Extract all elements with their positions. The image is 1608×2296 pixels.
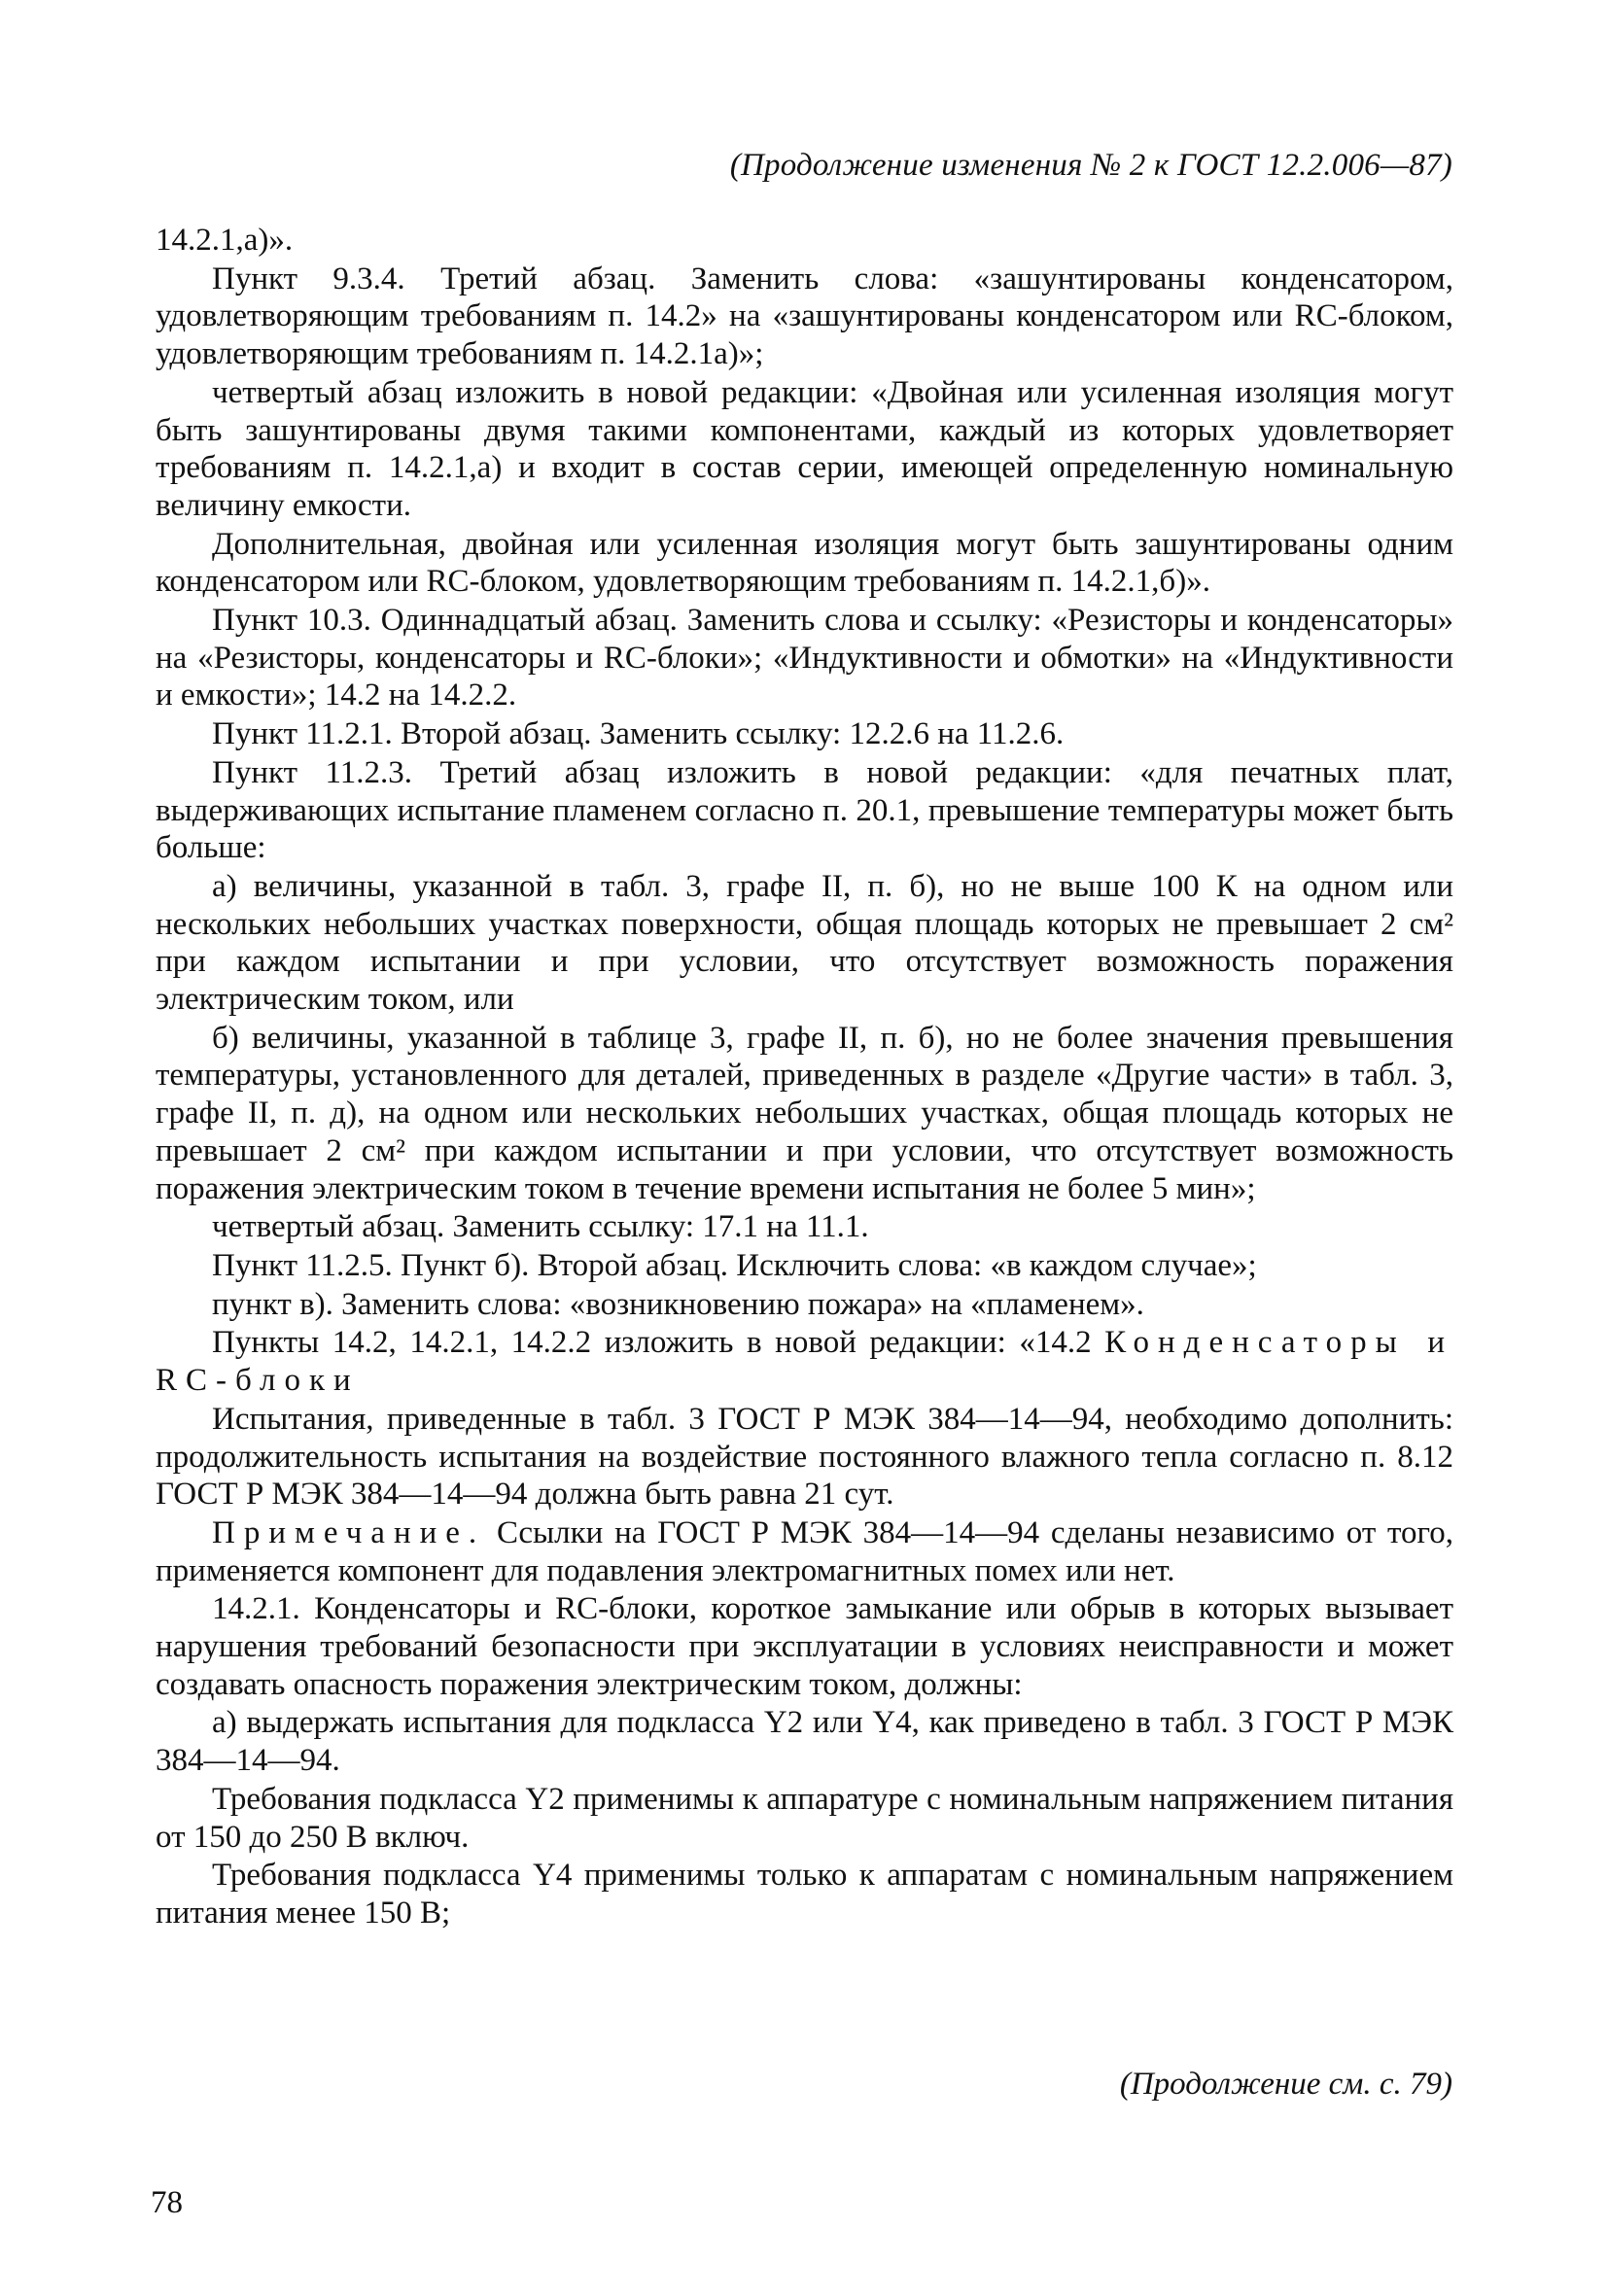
paragraph-7: Пункт 11.2.3. Третий абзац изложить в новой редакции: «для печатных плат, выдерживающих испытание пламенем согласно п. 20.1, превышение температуры может быть больше:: [156, 754, 1453, 866]
page-number: 78: [151, 2185, 183, 2220]
paragraph-12: пункт в). Заменить слова: «возникновению пожара» на «пламенем».: [212, 1286, 1144, 1322]
paragraph-11: Пункт 11.2.5. Пункт б). Второй абзац. Исключить слова: «в каждом случае»;: [212, 1247, 1257, 1283]
paragraph-17: а) выдержать испытания для подкласса Y2 или Y4, как приведено в табл. 3 ГОСТ Р МЭК 384—14—94.: [156, 1705, 1453, 1779]
paragraph-8: а) величины, указанной в табл. 3, графе II, п. б), но не выше 100 К на одном или нескольких небольших участках поверхности, общая площадь которых не превышает 2 см² при каждом испытании и при условии, что отсутствует возможность поражения электрическим током, или: [156, 868, 1453, 1018]
paragraph-1: 14.2.1,а)».: [156, 223, 294, 258]
paragraph-5: Пункт 10.3. Одиннадцатый абзац. Заменить слова и ссылку: «Резисторы и конденсаторы» на «Резисторы, конденсаторы и RC-блоки»; «Индуктивности и обмотки» на «Индуктивности и емкости»; 14.2 на 14.2.2.: [156, 603, 1453, 713]
paragraph-18: Требования подкласса Y2 применимы к аппаратуре с номинальным напряжением питания от 150 до 250 В включ.: [156, 1781, 1453, 1855]
running-header: (Продолжение изменения № 2 к ГОСТ 12.2.006—87): [729, 148, 1452, 183]
paragraph-2: Пункт 9.3.4. Третий абзац. Заменить слова: «зашунтированы конденсатором, удовлетворяющим требованиям п. 14.2» на «зашунтированы конденсатором или RC-блоком, удовлетворяющим требованиям п. 14.2.1а)»;: [156, 261, 1453, 372]
paragraph-4: Дополнительная, двойная или усиленная изоляция могут быть зашунтированы одним конденсатором или RC-блоком, удовлетворяющим требованиям п. 14.2.1,б)».: [156, 526, 1453, 600]
note-text: Ссылки на ГОСТ Р МЭК 384—14—94 сделаны независимо от того, применяется компонент для подавления электромагнитных помех или нет.: [156, 1514, 1453, 1588]
section-heading: Конденсаторы и RC-блоки: [156, 1325, 1454, 1399]
note-label: Примечание.: [212, 1514, 486, 1550]
continuation-note: (Продолжение см. с. 79): [1119, 2067, 1452, 2102]
body-text: [156, 222, 1453, 1933]
paragraph-13-text: Пункты 14.2, 14.2.1, 14.2.2 изложить в новой редакции: «14.2: [212, 1325, 1092, 1361]
paragraph-19: Требования подкласса Y4 применимы только к аппаратам с номинальным напряжением питания менее 150 В;: [156, 1858, 1453, 1931]
paragraph-13: [156, 1324, 1453, 1399]
paragraph-3: четвертый абзац изложить в новой редакции: «Двойная или усиленная изоляция могут быть зашунтированы двумя такими компонентами, каждый из которых удовлетворяет требованиям п. 14.2.1,а) и входит в состав серии, имеющей определенную номинальную величину емкости.: [156, 374, 1453, 523]
paragraph-14: Испытания, приведенные в табл. 3 ГОСТ Р МЭК 384—14—94, необходимо дополнить: продолжительность испытания на воздействие постоянного влажного тепла согласно п. 8.12 ГОСТ Р МЭК 384—14—94 должна быть равна 21 сут.: [156, 1401, 1453, 1513]
paragraph-10: четвертый абзац. Заменить ссылку: 17.1 на 11.1.: [212, 1209, 869, 1245]
paragraph-9: б) величины, указанной в таблице 3, графе II, п. б), но не более значения превышения температуры, установленного для деталей, приведенных в разделе «Другие части» в табл. 3, графе II, п. д), на одном или нескольких небольших участках, общая площадь которых не превышает 2 см² при каждом испытании и при условии, что отсутствует возможность поражения электрическим током в течение времени испытания не более 5 мин»;: [156, 1020, 1453, 1206]
paragraph-6: Пункт 11.2.1. Второй абзац. Заменить ссылку: 12.2.6 на 11.2.6.: [212, 716, 1065, 752]
paragraph-16: 14.2.1. Конденсаторы и RC-блоки, короткое замыкание или обрыв в которых вызывает нарушения требований безопасности при эксплуатации в условиях неисправности и может создавать опасность поражения электрическим током, должны:: [156, 1591, 1453, 1702]
note-paragraph: [156, 1514, 1453, 1589]
